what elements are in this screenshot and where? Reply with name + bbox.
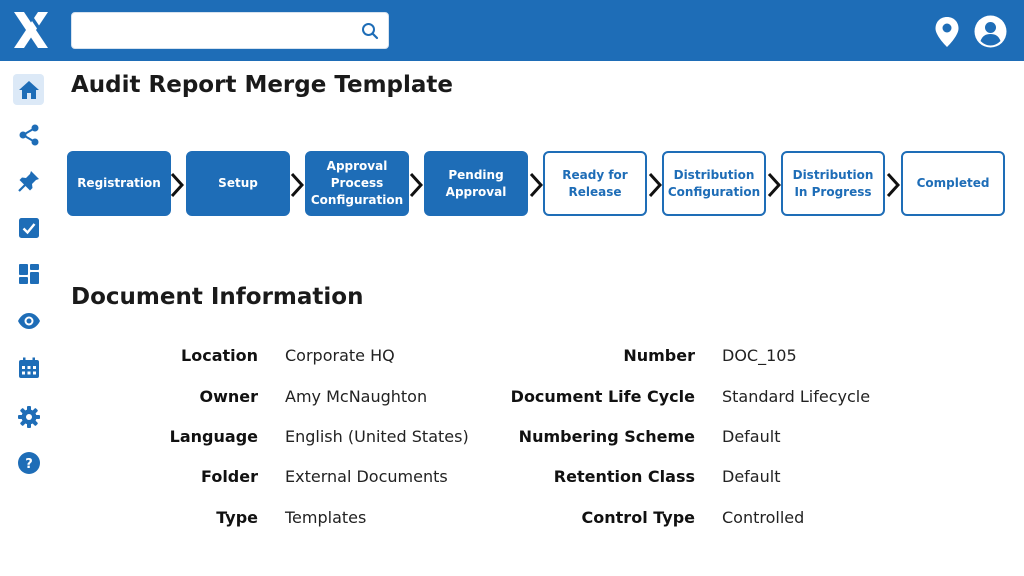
gear-icon <box>17 405 41 429</box>
chevron-right-icon <box>409 172 423 198</box>
step-distribution-configuration[interactable]: Distribution Configuration <box>662 151 766 216</box>
page-title: Audit Report Merge Template <box>71 72 454 98</box>
sidebar-item-calendar[interactable] <box>13 352 44 383</box>
sidebar-item-settings[interactable] <box>13 401 44 432</box>
sidebar <box>0 61 58 576</box>
calendar-icon <box>17 356 41 380</box>
sidebar-item-help[interactable] <box>13 447 44 478</box>
dashboard-icon <box>17 262 41 286</box>
brand-x-logo[interactable] <box>12 10 50 50</box>
sidebar-item-home[interactable] <box>13 74 44 105</box>
field-value-document-life-cycle: Standard Lifecycle <box>722 387 871 406</box>
field-value-type: Templates <box>285 508 367 527</box>
step-completed[interactable]: Completed <box>901 151 1005 216</box>
chevron-right-icon <box>648 172 662 198</box>
section-title-document-information: Document Information <box>71 284 364 310</box>
sidebar-item-share[interactable] <box>13 119 44 150</box>
step-pending-approval[interactable]: Pending Approval <box>424 151 528 216</box>
home-icon <box>17 78 41 102</box>
chevron-right-icon <box>886 172 900 198</box>
field-label: Numbering Scheme <box>518 427 695 446</box>
chevron-right-icon <box>290 172 304 198</box>
step-approval-process-configuration[interactable]: Approval Process Configuration <box>305 151 409 216</box>
sidebar-item-dashboard[interactable] <box>13 258 44 289</box>
pin-icon <box>17 169 41 193</box>
step-distribution-in-progress[interactable]: Distribution In Progress <box>781 151 885 216</box>
field-value-location: Corporate HQ <box>285 346 395 365</box>
search-input[interactable] <box>82 19 352 43</box>
step-registration[interactable]: Registration <box>67 151 171 216</box>
chevron-right-icon <box>529 172 543 198</box>
step-ready-for-release[interactable]: Ready for Release <box>543 151 647 216</box>
field-value-numbering-scheme: Default <box>722 427 781 446</box>
field-label: Owner <box>199 387 258 406</box>
search-icon[interactable] <box>361 22 379 40</box>
eye-icon <box>17 309 41 333</box>
field-value-owner: Amy McNaughton <box>285 387 428 406</box>
sidebar-item-view[interactable] <box>13 305 44 336</box>
checkbox-icon <box>17 216 41 240</box>
chevron-right-icon <box>767 172 781 198</box>
step-setup[interactable]: Setup <box>186 151 290 216</box>
search-box <box>71 12 389 49</box>
field-value-control-type: Controlled <box>722 508 805 527</box>
field-label: Type <box>216 508 258 527</box>
share-icon <box>17 123 41 147</box>
svg-text:?: ? <box>24 456 33 472</box>
map-pin-icon[interactable] <box>934 16 960 48</box>
help-icon <box>17 451 41 475</box>
field-value-retention-class: Default <box>722 467 781 486</box>
field-label: Control Type <box>581 508 695 527</box>
field-label: Document Life Cycle <box>510 387 695 406</box>
field-label: Retention Class <box>553 467 695 486</box>
field-label: Number <box>623 346 695 365</box>
top-bar <box>0 0 1024 61</box>
field-label: Folder <box>201 467 258 486</box>
field-value-folder: External Documents <box>285 467 448 486</box>
field-label: Location <box>181 346 258 365</box>
chevron-right-icon <box>170 172 184 198</box>
field-value-language: English (United States) <box>285 427 469 446</box>
sidebar-item-tasks[interactable] <box>13 212 44 243</box>
field-value-number: DOC_105 <box>722 346 797 365</box>
sidebar-item-pin[interactable] <box>13 165 44 196</box>
field-label: Language <box>169 427 258 446</box>
user-account-icon[interactable] <box>974 15 1007 48</box>
